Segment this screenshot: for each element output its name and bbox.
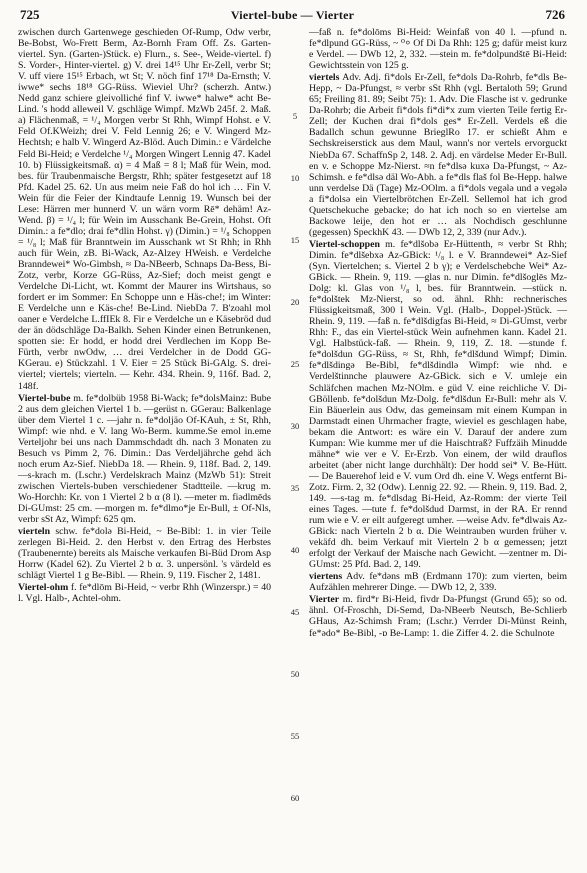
- entry-text: f. fe*dlōm Bi-Heid, ~ verbr Rhh (Winzerspr.) = 40 l. Vgl. Halb-, Achtel-ohm.: [18, 582, 272, 605]
- right-column: [309, 27, 567, 639]
- line-number: 15: [290, 235, 300, 245]
- entry-headword: Viertel-ohm: [18, 582, 69, 594]
- dictionary-entry: [309, 594, 567, 638]
- entry-headword: Viertel-bube: [18, 392, 71, 404]
- entry-headword: viertels: [309, 72, 340, 84]
- page-header: [20, 7, 565, 25]
- page-number-right: 726: [545, 7, 565, 22]
- line-number: 50: [290, 669, 300, 679]
- line-number: 20: [290, 297, 300, 307]
- entry-text: Adv. fe*dəns mB (Erdmann 170): zum vierten, beim Aufzählen mehrerer Dinge. — DWb 12, 2, 339.: [309, 571, 567, 594]
- dictionary-entry: [18, 393, 271, 526]
- line-number: 25: [290, 359, 300, 369]
- page-number-left: 725: [20, 7, 40, 22]
- entry-text: m. fe*dlšobə Er-Hüttenth, ≈ verbr St Rhh; Dimin. fe*dlšebxə Az-GBick: ¹/₈ l. e V. Branndewei* Az-Sief (Syn. Viertelchen; s. Viertel 2 b γ); e Verdelschebche Wei* Az-GBick. — Rhein. 9, 119. —glas n. nur Dimin. fe*dlšoglēs Mz-Dolg: kl. Glas von ¹/₈ l, bes. für Branntwein. —stück n. fe*dolštek Mz-Nierst, so od. ähnl. Rhh: rechnerisches Flüssigkeitsmaß, 300 l Wein. Vgl. (Halb-, Doppel-)Stück. — Rhein. 9, 119. —faß n. fe*dlšdigfas Bi-Heid, ≈ Di-GUmst, verbr Rhh: F., das ein Viertel-stück Wein aufnehmen kann. Kadel 21. Vgl. Halbstück-faß. — Rhein. 9, 119, Z. 18. —stunde f. fe*dolšdun GG-Rüss, ≈ St, Rhh, fe*dlšdund Wimpf; Dimin. fe*dlšdingə Be-Bibl, fe*dlšdindlə Wimpf: wie nhd. e Verdelštinnche plauwere Az-GBick. sich e V. umleje ein Schläfchen machen Mz-NOlm. e güd V. eine reichliche V. Di-GBöllenb. fe*dolšdun Mz-Dolg. fe*dlšdun Er-Bull: mehr als V. Ein Bäuerlein aus Odw, das gemeinsam mit einem Kumpan in Darmstadt einen Uhrmacher fragte, wieviel es geschlagen habe, bekam die Antwort: es wäre ein V. Darauf der andere zum Kumpan: Wie kumme mer uf die Haischtraß? Fuffzäih Minudde mähne* wie ver e V. Er-Erzb. Von einem, der wild drauflos arbeitet (aber nicht lange durchhält): Der hodd sei* V. Be-Hütt. — De Bauerehof leid e V. vum Ord dh. eine V. Wegs entfernt Bi-Zotz. Firm. 2, 32 (Odw). Lennig 22. 92. — Rhein. 9, 119. Bad. 2, 149. —s-tag m. fe*dlsdag Bi-Heid, Az-Romm: der vierte Teil eines Tages. —tute f. fe*dolšdud Darmst, in der RA. Er rennd rum wie e V. er eilt aufgeregt umher. —weise Adv. fe*dlwais Az-GBick: nach Vierteln 2 b α. Die Weintrauben wurden früher v. vekäfd dh. beim Verkauf mit Vierteln 2 b α gemessen; jetzt erfolgt der Verkauf der Maische nach Gewicht. —zentner m. Di-GUmst: 25 Pfd. Bad. 2, 149.: [309, 238, 568, 571]
- entry-headword: Viertel-schoppen: [309, 238, 380, 250]
- line-number: 35: [290, 483, 300, 493]
- line-number: 45: [290, 607, 300, 617]
- line-number: 30: [290, 421, 300, 431]
- left-column: [18, 27, 271, 604]
- dictionary-entry: [18, 582, 271, 604]
- line-number: 55: [290, 731, 300, 741]
- entry-headword: Vierter: [309, 594, 340, 606]
- entry-text: —faß n. fe*dolōms Bi-Heid: Weinfaß von 40 l. —pfund n. fe*dlpund GG-Rüss, ~ ⁰⸰ Of Di Da Rhh: 125 g; dafür meist kurz e Verdel. — DWb 12, 2, 332. —stein m. fe*dolpundštē Bi-Heid: Gewichtsstein von 125 g.: [309, 27, 567, 72]
- entry-text: m. fird*r Bi-Heid, fivdr Da-Pfungst (Grund 65); so od. ähnl. Of-Froschh, Di-Semd, Da-NBeerb Neutsch, Be-Schlierb GHaus, Az-Schimsh Fram; (Lschr.) Verrder Di-Münst Reinh, fe*ədo* Be-Bibl, -ɒ Be-Lamp: 1. die Ziffer 4. 2. die Schulnote: [309, 594, 568, 639]
- running-head: Viertel-bube — Vierter: [230, 8, 355, 22]
- entry-text: m. fe*dolbüb 1958 Bi-Wack; fe*dolsMainz: Bube 2 aus dem gleichen Viertel 1 b. —gerüst n. GGerau: Balkenlage über dem Viertel 1 c. —jahr n. fe*doljäo Of-KAuh, ± St, Rhh, Wimpf: wie nhd. e V. lang Wo-Berm. kumme.Se emol in.eme Verteljohr bei uns nach Dammschdadt dh. nach 3 Monaten zu Besuch vs Pimm 2, 76. Dimin.: Das Verdeljährche gehd äch noch erum Az-Sief. NiebDa 18. — Rhein. 9, 118f. Bad. 2, 149. —s-krach m. (Lschr.) Verdelskrach Mainz (MzWb 51): Streit zwischen Viertels-buben verschiedener Stadtteile. —krug m. Wo-Horchh: Kr. von 1 Viertel 2 b α (8 l). —meter m. fiədlmēds Di-GUmst: 25 cm. —morgen m. fe*dlmo*je Er-Bull, ± Of-Nls, verbr sSt Az, Wimpf: 625 qm.: [18, 392, 272, 526]
- dictionary-entry: [309, 239, 567, 570]
- entry-text: schw. fe*dolə Bi-Heid, ~ Be-Bibl: 1. in vier Teile zerlegen Bi-Heid. 2. den Herbst v. den Ertrag des Herbstes (Traubenernte) bereits als Maische verkaufen Bi-Büd Drom Asp Horrw (Kadel 62). Zu Viertel 2 b α. 3. unpersönl. 's värdeld es schlägt Viertel 1 g Be-Bibl. — Rhein. 9, 119. Fischer 2, 1481.: [18, 526, 272, 582]
- entry-headword: viertens: [309, 571, 343, 583]
- line-number: 10: [290, 173, 300, 183]
- entry-text: zwischen durch Gartenwege geschieden Of-Rump, Odw verbr, Be-Bobst, Wo-Frett Berm, Az-Bornh Fram Off. Zs. Garten-viertel. Syn. (Garten-)Stück. e) Flurn., s. See-, Weide-viertel. f) S. Vorder-, Hinter-viertel. g) V. drei 14¹⁵ Uhr Er-Zell, verbr St; V. uff viere 15¹⁵ Erbach, wt St; V. nöch finf 17¹⁸ Da-Ernsth; V. iwwe* sechs 18¹⁸ GG-Rüss. Wieviel Uhr? (scherzh. Antw.) Nedd ganz schiere gleivolliché finf V. iwwe* halwe* acht Be-Lind. 's hodd alleweil V. gschläge Wimpf. MzWb 245f. 2. Maß. a) Flächenmaß, = ¹/₄ Morgen verbr St Rhh, Wimpf Hohst. e V. Feld Of.KWeizh; drei V. Feld Lennig 26; e V. Wingerd Mz-Hechtsh; e halb V. Wingerd Az-Blöd. Auch Dimin.: e Värdelche Feld Bi-Heid; e Verdelche ¹/₄ Morgen Wingert Lennig 47. Kadel 10. b) Flüssigkeitsmaß. α) = 4 Maß = 8 l; Maß für Wein, mod. bes. für Traubenmaische Bergstr, Rhh; später festgesetzt auf 18 Pfd. Kadel 25. 62. Un aus meim neie Faß do hol ich … Fin V. Wein für die Feier der Kindtaufe Lennig 19. Wunsch bei der Lese: Härren mer hunnerd V. un wärn vorm Rē* dehäm! Az-Wend. β) = ¹/₄ l; für Wein im Ausschank Be-Grein, Hohst. Oft Dimin.: a fe*dlo; drai fe*dlin Hohst. γ) (Dimin.) = ¹/₈ Schoppen = ¹/₈ l; Maß für Branntwein im Ausschank wt St Rhh; in Rhh auch für Wein, zB. Bi-Wack, Az-Alzey HWeish. e Verdelche Branndewei* Wo-Gimbsh, ≈ Da-NBeerb, Schnaps Da-Bess, Bi-Zotz, verbr, Korze GG-Rüss, Az-Sief; doch meist gengt e Verdelche Di-Licht, wt. Kommt der Maurer ins Wirtshaus, so fordert er im Sommer: En Schoppe unn e Häs-che!; im Winter: E Verdelche unn e Käs-che! Be-Lind. NiebDa 7. B'zoahl mol oaner e Verdelche L.ffIEk 8. Fir e Verdelche un e Käsebröd dud der än dödschläge Da-Balkh. Sehen Kinder einen Betrunkenen, spotten sie: Er hodd, er hodd drei Verdlechen im Kopp Be-Fürth, verbr nwOdw, … drei Verdelcher in de Dodd GG-KGerau. e) Stückzahl. 1 V. Eier = 25 Stück Bi-GAlg. S. drei-viertel; viertels; vierteln. — Kehr. 434. Rhein. 9, 116f. Bad. 2, 148f.: [18, 27, 271, 392]
- entry-text: Adv. Adj. fi*dols Er-Zell, fe*dols Da-Rohrb, fe*dls Be-Hepp, ~ Da-Pfungst, ≈ verbr sSt Rhh (vgl. Bertaloth 59; Grund 65; Freiling 81. 89; Seibt 75): 1. Adv. Die Flasche ist v. gedrunke Da-Rohrb; die Arbeit fi*dols fi*di*x zum vierten Teile fertig Er-Zell; der Kuchen drai fi*dols ges* Er-Zell. Verdels eß die Badallch schun gewunne BrieglRo 17. er schießt Ahm e Sechskreiserstick aus dem Maul, wann's nor vertels ervorguckt NiebDa 67. SchaffnSp 2, 148. 2. Adj. en värdelse Meder Er-Bull. en v. e Schoppe Mz-Nierst. ≈n fe*dlsə kuxə Da-Pfungst, ~ Az-Schimsh. e fe*dlsə däl Wo-Abh. a fe*dls flaš fol Be-Hepp. halwe unn verdelse Dä (Tage) Mz-OOlm. a fi*dols vegələ und ə vegələ a fi*dolsə ein Viertelbrötchen Er-Zell. Sellemol hat ich grod Quetschekuche gebacke; do hat ich noch so en viertelse am Backowe leije, den hot er … als Nochdisch geschlunne (gegessen) SpeckhK 43. — DWb 12, 2, 339 (nur Adv.).: [309, 72, 567, 238]
- dictionary-entry: [309, 72, 567, 238]
- dictionary-entry: [18, 27, 271, 392]
- dictionary-entry: [309, 27, 567, 71]
- dictionary-entry: [18, 526, 271, 581]
- entry-headword: vierteln: [18, 526, 51, 538]
- line-number: 60: [290, 793, 300, 803]
- line-number: 5: [292, 111, 298, 121]
- dictionary-entry: [309, 571, 567, 593]
- line-number: 40: [290, 545, 300, 555]
